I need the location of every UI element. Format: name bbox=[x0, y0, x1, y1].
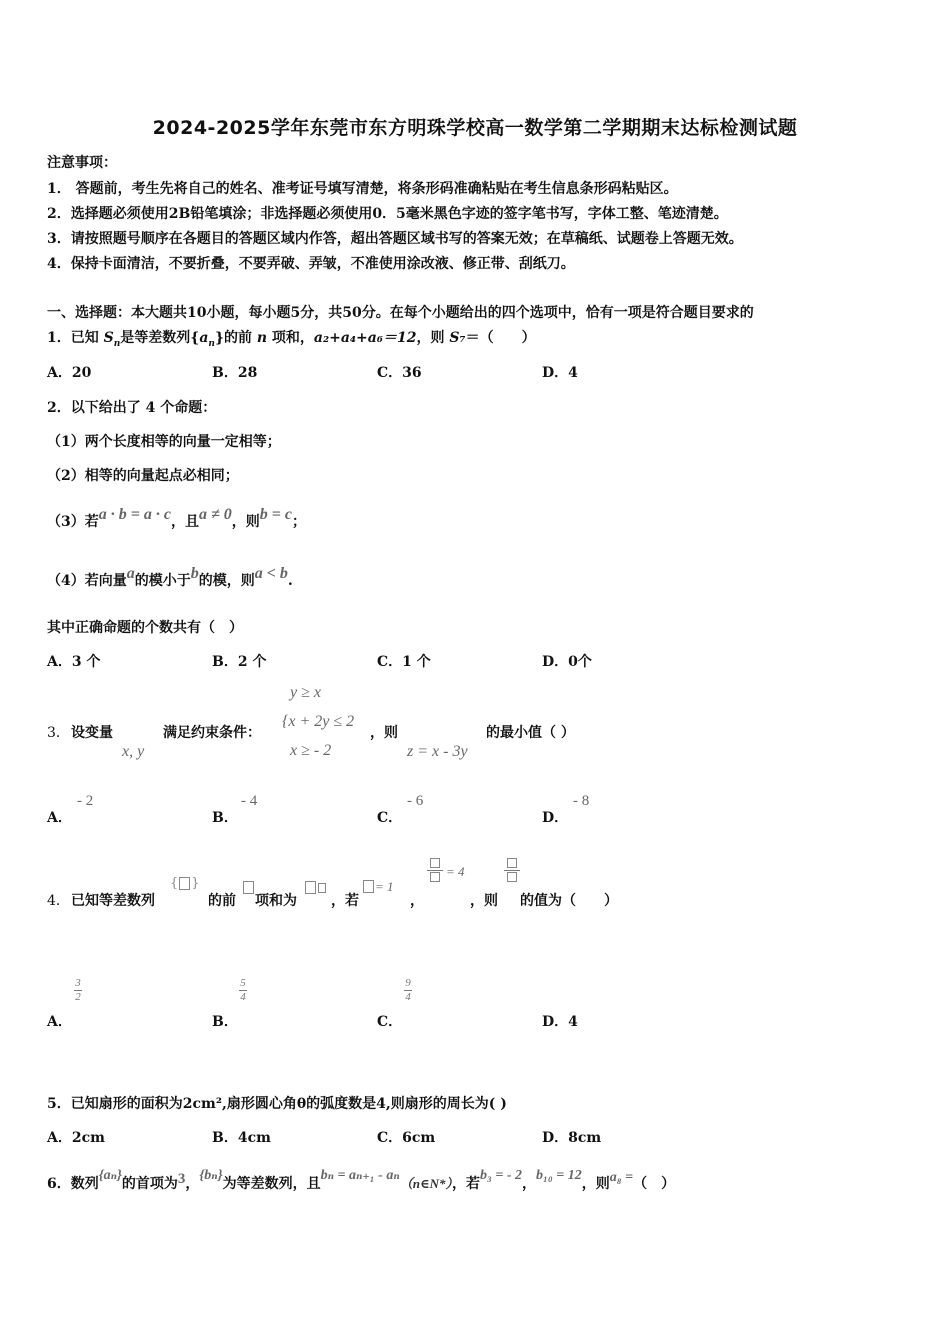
q2-p3-text: ，则 bbox=[231, 514, 260, 530]
q4-placeholder-box bbox=[363, 880, 374, 893]
q4-text-5: ， bbox=[410, 893, 424, 909]
q4-placeholder-box bbox=[430, 858, 440, 868]
q1-option-d[interactable]: D．4 bbox=[542, 365, 578, 381]
q4-text-6: ，则 bbox=[470, 893, 498, 909]
q4-a1-value: = 1 bbox=[375, 879, 394, 894]
q4-a-denominator: 2 bbox=[75, 991, 81, 1003]
page-title: 2024-2025学年东莞市东方明珠学校高一数学第二学期期末达标检测试题 bbox=[152, 117, 798, 139]
q6-number: 6． bbox=[47, 1176, 71, 1192]
q4-option-b[interactable]: B． bbox=[212, 1014, 238, 1030]
q2-p4-text: 的模，则 bbox=[198, 573, 255, 589]
q1-condition: a₂+a₄+a₆＝12 bbox=[313, 330, 417, 346]
q3-option-d[interactable]: D． bbox=[542, 810, 569, 826]
q4-ratio-fraction bbox=[427, 858, 443, 883]
q4-placeholder-box bbox=[179, 877, 190, 890]
q1-text: 是等差数列{ bbox=[120, 330, 200, 346]
q1-number: 1． bbox=[47, 330, 71, 346]
q2-p4-text: . bbox=[287, 573, 293, 589]
q3-text-2: 满足约束条件： bbox=[163, 725, 261, 741]
q6-text: （ ） bbox=[633, 1176, 676, 1192]
q1-text: }的前 bbox=[214, 330, 257, 346]
q1-text: ＝（ ） bbox=[465, 330, 536, 346]
q5-option-c[interactable]: C．6cm bbox=[377, 1130, 436, 1146]
q2-p3-formula-1: a · b = a · c bbox=[98, 506, 171, 523]
q4-b-numerator: 5 bbox=[240, 977, 246, 989]
notice-item-3: 3．请按照题号顺序在各题目的答题区域内作答，超出答题区域书写的答案无效；在草稿纸、试题卷上答题无效。 bbox=[47, 231, 743, 247]
q4-c-numerator: 9 bbox=[405, 977, 411, 989]
q4-a-numerator: 3 bbox=[75, 977, 81, 989]
q4-text-2: 的前 bbox=[208, 893, 236, 909]
q4-number: 4． bbox=[47, 893, 70, 909]
q2-proposition-2: （2）相等的向量起点必相同； bbox=[47, 468, 239, 484]
q2-p3-text: ； bbox=[291, 514, 306, 530]
q2-p3-formula-2: a ≠ 0 bbox=[198, 506, 232, 523]
q2-proposition-4 bbox=[47, 565, 293, 590]
q5-option-d[interactable]: D．8cm bbox=[542, 1130, 602, 1146]
section-heading: 一、选择题：本大题共10小题，每小题5分，共50分。在每个小题给出的四个选项中，恰有一项是符合题目要求的 bbox=[47, 305, 754, 321]
q4-placeholder-box bbox=[305, 881, 316, 894]
q3-option-d-value: - 8 bbox=[573, 793, 590, 809]
q3-option-b-value: - 4 bbox=[241, 793, 258, 809]
question-5: 5．已知扇形的面积为2cm²,扇形圆心角θ的弧度数是4,则扇形的周长为( ) bbox=[47, 1096, 507, 1112]
q1-option-c[interactable]: C．36 bbox=[377, 365, 422, 381]
q5-option-b[interactable]: B．4cm bbox=[212, 1130, 271, 1146]
q6-formula-a8: a₈ = bbox=[609, 1170, 634, 1185]
q2-p4-formula-1: a bbox=[126, 565, 135, 582]
q4-placeholder-box bbox=[430, 872, 440, 882]
q2-p3-text: （3）若 bbox=[47, 514, 99, 530]
q1-sub-n: n bbox=[208, 338, 215, 349]
q4-ratio-value: = 4 bbox=[446, 864, 465, 879]
q6-text: ，若 bbox=[452, 1176, 480, 1192]
q4-placeholder-box bbox=[243, 881, 254, 894]
q4-sequence-symbol: { } bbox=[170, 876, 200, 891]
q4-condition-1 bbox=[362, 876, 394, 895]
q4-target-fraction bbox=[504, 858, 520, 883]
q2-proposition-1: （1）两个长度相等的向量一定相等； bbox=[47, 434, 281, 450]
q6-text: ， bbox=[522, 1176, 537, 1192]
q5-option-a[interactable]: A．2cm bbox=[47, 1130, 105, 1146]
q4-c-denominator: 4 bbox=[405, 991, 411, 1003]
q4-placeholder-box bbox=[318, 883, 326, 893]
q2-p4-formula-2: b bbox=[190, 565, 199, 582]
q3-text-1: 设变量 bbox=[71, 725, 113, 741]
q1-text: 已知 bbox=[70, 330, 104, 346]
q1-option-b[interactable]: B．28 bbox=[212, 365, 258, 381]
q2-option-c[interactable]: C．1 个 bbox=[377, 654, 431, 670]
q6-text: 的首项为 bbox=[121, 1176, 178, 1192]
q4-option-a-fraction bbox=[74, 978, 82, 1003]
q4-text-4: ，若 bbox=[331, 893, 359, 909]
q2-option-a[interactable]: A．3 个 bbox=[47, 654, 101, 670]
q2-option-b[interactable]: B．2 个 bbox=[212, 654, 267, 670]
q2-tail: 其中正确命题的个数共有（ ） bbox=[47, 620, 243, 636]
q6-text: 数列 bbox=[70, 1176, 99, 1192]
q3-constraint-3: x ≥ - 2 bbox=[290, 742, 332, 759]
q2-p3-formula-3: b = c bbox=[259, 506, 292, 523]
q6-formula-relation: bₙ = aₙ₊₁ - aₙ bbox=[320, 1168, 400, 1183]
q4-text-3: 项和为 bbox=[255, 893, 297, 909]
notice-item-4: 4．保持卡面清洁，不要折叠，不要弄破、弄皱，不准使用涂改液、修正带、刮纸刀。 bbox=[47, 256, 575, 272]
notice-heading: 注意事项： bbox=[47, 155, 117, 171]
q6-formula-an: {aₙ} bbox=[98, 1168, 122, 1183]
q1-sub-n: n bbox=[113, 338, 121, 349]
q1-var-s: S bbox=[103, 330, 114, 346]
q2-p4-text: 的模小于 bbox=[134, 573, 191, 589]
question-1 bbox=[47, 327, 536, 349]
q6-formula-bn: {bₙ} bbox=[199, 1168, 223, 1183]
q2-p4-formula-3: a < b bbox=[254, 565, 288, 582]
notice-item-1: 1． 答题前，考生先将自己的姓名、准考证号填写清楚，将条形码准确粘贴在考生信息条形码粘贴区。 bbox=[47, 181, 678, 197]
q3-constraint-1: y ≥ x bbox=[290, 684, 321, 701]
q6-text: ，则 bbox=[581, 1176, 610, 1192]
q3-objective: z = x - 3y bbox=[407, 743, 468, 760]
q6-formula-domain: （n∈N*） bbox=[399, 1176, 452, 1191]
q6-formula-b10: b₁₀ = 12 bbox=[536, 1168, 582, 1183]
q3-text-4: 的最小值（ ） bbox=[486, 725, 575, 741]
q4-placeholder-box bbox=[507, 872, 517, 882]
q4-text-1: 已知等差数列 bbox=[71, 893, 155, 909]
q3-option-b[interactable]: B． bbox=[212, 810, 238, 826]
question-6 bbox=[47, 1168, 676, 1193]
q3-option-a[interactable]: A． bbox=[47, 810, 72, 826]
q3-text-3: ，则 bbox=[370, 725, 398, 741]
q4-option-b-fraction bbox=[239, 978, 247, 1003]
q4-option-c-fraction bbox=[404, 978, 412, 1003]
q3-option-c[interactable]: C． bbox=[377, 810, 403, 826]
question-2: 2．以下给出了 4 个命题： bbox=[47, 400, 217, 416]
q1-var-n: n bbox=[256, 330, 268, 346]
q3-option-a-value: - 2 bbox=[77, 793, 94, 809]
q4-sn-symbol bbox=[304, 877, 327, 896]
notice-item-2: 2．选择题必须使用2B铅笔填涂；非选择题必须使用0．5毫米黑色字迹的签字笔书写，字体工整、笔迹清楚。 bbox=[47, 206, 728, 222]
q3-option-c-value: - 6 bbox=[407, 793, 424, 809]
q1-s7: S₇ bbox=[449, 330, 466, 346]
q3-variables: x, y bbox=[122, 743, 145, 760]
q6-text: ， bbox=[185, 1176, 200, 1192]
q2-proposition-3 bbox=[47, 506, 306, 531]
q4-placeholder-box bbox=[507, 858, 517, 868]
q4-n-symbol bbox=[242, 877, 255, 896]
q4-b-denominator: 4 bbox=[240, 991, 246, 1003]
q1-option-a[interactable]: A．20 bbox=[47, 365, 92, 381]
q2-option-d[interactable]: D．0个 bbox=[542, 654, 592, 670]
q1-text: ，则 bbox=[416, 330, 450, 346]
q6-text: 为等差数列，且 bbox=[222, 1176, 321, 1192]
q4-option-c[interactable]: C． bbox=[377, 1014, 403, 1030]
q1-var-a: a bbox=[199, 330, 209, 346]
q1-text: 项和， bbox=[267, 330, 314, 346]
q3-constraint-2: {x + 2y ≤ 2 bbox=[282, 713, 355, 730]
q4-option-d[interactable]: D．4 bbox=[542, 1014, 578, 1030]
q2-p3-text: ，且 bbox=[170, 514, 199, 530]
q4-text-7: 的值为（ ） bbox=[520, 893, 618, 909]
q4-option-a[interactable]: A． bbox=[47, 1014, 72, 1030]
q6-first-term: 3 bbox=[177, 1171, 186, 1187]
q2-p4-text: （4）若向量 bbox=[47, 573, 127, 589]
q6-formula-b3: b₃ = - 2 bbox=[480, 1168, 523, 1183]
q3-number: 3． bbox=[47, 725, 70, 741]
